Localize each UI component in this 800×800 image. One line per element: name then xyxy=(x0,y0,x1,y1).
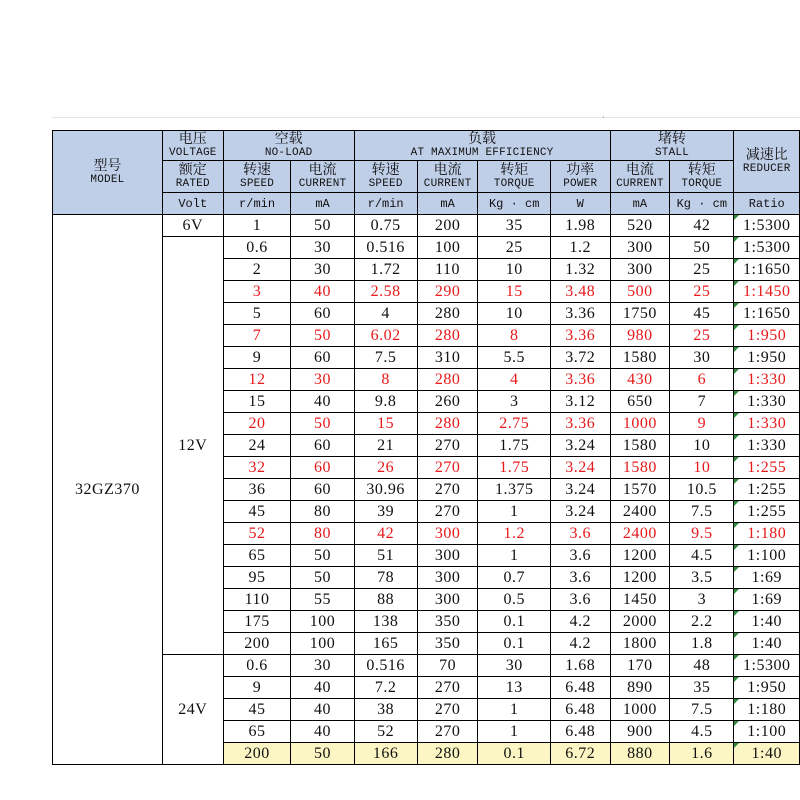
load-speed-cell: 166 xyxy=(354,743,417,765)
reduction-ratio-cell: 1:950 xyxy=(734,677,800,699)
stall-current-cell: 980 xyxy=(610,325,670,347)
load-power-cell: 3.36 xyxy=(550,303,610,325)
noload-current-cell: 40 xyxy=(291,699,354,721)
noload-current-cell: 30 xyxy=(291,237,354,259)
noload-speed-cell: 20 xyxy=(223,413,291,435)
noload-current-cell: 50 xyxy=(291,545,354,567)
current-label-en: CURRENT xyxy=(298,178,347,190)
load-current-cell: 280 xyxy=(417,325,478,347)
load-current-cell: 200 xyxy=(417,215,478,237)
stall-torque-cell: 25 xyxy=(670,325,734,347)
noload-speed-cell: 9 xyxy=(223,677,291,699)
noload-speed-cell: 110 xyxy=(223,589,291,611)
unit-noload-current: mA xyxy=(291,193,354,215)
stall-torque-cell: 50 xyxy=(670,237,734,259)
noload-current-cell: 60 xyxy=(291,347,354,369)
load-current-header xyxy=(417,161,478,193)
torque-label-en: TORQUE xyxy=(493,178,535,190)
reduction-ratio-cell: 1:1450 xyxy=(734,281,800,303)
stall-torque-cell: 2.2 xyxy=(670,611,734,633)
reduction-ratio-cell: 1:180 xyxy=(734,523,800,545)
noload-speed-cell: 200 xyxy=(223,633,291,655)
noload-speed-cell: 32 xyxy=(223,457,291,479)
stall-torque-cell: 7.5 xyxy=(670,501,734,523)
noload-header xyxy=(223,131,354,161)
load-speed-cell: 6.02 xyxy=(354,325,417,347)
reduction-ratio-cell: 1:1650 xyxy=(734,303,800,325)
stall-current-cell: 2400 xyxy=(610,523,670,545)
load-speed-cell: 26 xyxy=(354,457,417,479)
stall-current-header xyxy=(610,161,670,193)
stall-current-cell: 2400 xyxy=(610,501,670,523)
load-power-cell: 3.24 xyxy=(550,457,610,479)
load-speed-cell: 52 xyxy=(354,721,417,743)
noload-current-cell: 40 xyxy=(291,391,354,413)
rated-header xyxy=(162,161,223,193)
load-power-cell: 3.6 xyxy=(550,545,610,567)
stall-torque-cell: 4.5 xyxy=(670,545,734,567)
reduction-ratio-cell: 1:1650 xyxy=(734,259,800,281)
current-label-en: CURRENT xyxy=(423,178,472,190)
load-current-cell: 300 xyxy=(417,545,478,567)
noload-current-cell: 50 xyxy=(291,215,354,237)
reducer-header-en: REDUCER xyxy=(742,163,791,175)
stall-torque-cell: 3.5 xyxy=(670,567,734,589)
unit-load-current: mA xyxy=(417,193,478,215)
reducer-header xyxy=(734,131,800,193)
load-current-cell: 270 xyxy=(417,699,478,721)
load-speed-cell: 88 xyxy=(354,589,417,611)
stall-current-cell: 1750 xyxy=(610,303,670,325)
reduction-ratio-cell: 1:69 xyxy=(734,567,800,589)
noload-speed-cell: 12 xyxy=(223,369,291,391)
load-speed-cell: 30.96 xyxy=(354,479,417,501)
reduction-ratio-cell: 1:330 xyxy=(734,391,800,413)
load-current-cell: 280 xyxy=(417,303,478,325)
reduction-ratio-cell: 1:69 xyxy=(734,589,800,611)
stall-current-cell: 900 xyxy=(610,721,670,743)
voltage-cell: 12V xyxy=(162,237,223,655)
load-speed-cell: 138 xyxy=(354,611,417,633)
unit-ratio: Ratio xyxy=(734,193,800,215)
noload-speed-cell: 0.6 xyxy=(223,237,291,259)
load-current-cell: 270 xyxy=(417,677,478,699)
reduction-ratio-cell: 1:255 xyxy=(734,479,800,501)
voltage-header-en: VOLTAGE xyxy=(168,147,217,159)
load-current-cell: 260 xyxy=(417,391,478,413)
load-torque-cell: 1.375 xyxy=(478,479,550,501)
load-current-cell: 270 xyxy=(417,721,478,743)
load-torque-cell: 10 xyxy=(478,303,550,325)
noload-current-cell: 50 xyxy=(291,413,354,435)
noload-current-cell: 40 xyxy=(291,721,354,743)
noload-speed-cell: 175 xyxy=(223,611,291,633)
noload-current-cell: 80 xyxy=(291,523,354,545)
stall-current-cell: 1200 xyxy=(610,545,670,567)
load-current-cell: 70 xyxy=(417,655,478,677)
reduction-ratio-cell: 1:950 xyxy=(734,325,800,347)
current-label-zh: 电流 xyxy=(433,162,462,178)
power-label-en: POWER xyxy=(563,178,598,190)
load-speed-cell: 42 xyxy=(354,523,417,545)
load-torque-cell: 0.1 xyxy=(478,611,550,633)
stall-torque-cell: 10.5 xyxy=(670,479,734,501)
noload-speed-cell: 36 xyxy=(223,479,291,501)
noload-current-cell: 50 xyxy=(291,567,354,589)
load-current-cell: 270 xyxy=(417,501,478,523)
noload-current-cell: 60 xyxy=(291,303,354,325)
load-torque-cell: 1 xyxy=(478,501,550,523)
model-header xyxy=(53,131,163,215)
load-power-cell: 6.48 xyxy=(550,677,610,699)
reduction-ratio-cell: 1:330 xyxy=(734,369,800,391)
noload-current-cell: 50 xyxy=(291,325,354,347)
load-speed-cell: 21 xyxy=(354,435,417,457)
load-torque-header xyxy=(478,161,550,193)
noload-current-cell: 30 xyxy=(291,655,354,677)
load-speed-cell: 1.72 xyxy=(354,259,417,281)
stall-header xyxy=(610,131,734,161)
stall-current-cell: 1450 xyxy=(610,589,670,611)
noload-current-cell: 80 xyxy=(291,501,354,523)
load-current-cell: 270 xyxy=(417,479,478,501)
load-power-cell: 3.24 xyxy=(550,501,610,523)
load-power-cell: 3.6 xyxy=(550,589,610,611)
load-torque-cell: 1 xyxy=(478,545,550,567)
load-speed-cell: 0.516 xyxy=(354,237,417,259)
noload-current-header xyxy=(291,161,354,193)
speed-label-zh: 转速 xyxy=(371,162,400,178)
torque-label-zh: 转矩 xyxy=(687,162,716,178)
load-torque-cell: 25 xyxy=(478,237,550,259)
noload-current-cell: 55 xyxy=(291,589,354,611)
load-torque-cell: 0.5 xyxy=(478,589,550,611)
load-torque-cell: 0.1 xyxy=(478,743,550,765)
reduction-ratio-cell: 1:100 xyxy=(734,545,800,567)
speed-label-zh: 转速 xyxy=(243,162,272,178)
load-power-cell: 1.98 xyxy=(550,215,610,237)
reduction-ratio-cell: 1:100 xyxy=(734,721,800,743)
noload-current-cell: 50 xyxy=(291,743,354,765)
load-speed-cell: 15 xyxy=(354,413,417,435)
noload-current-cell: 60 xyxy=(291,457,354,479)
unit-volt: Volt xyxy=(162,193,223,215)
stall-current-cell: 300 xyxy=(610,259,670,281)
stall-current-cell: 430 xyxy=(610,369,670,391)
load-power-cell: 6.72 xyxy=(550,743,610,765)
stall-current-cell: 880 xyxy=(610,743,670,765)
stall-torque-cell: 1.8 xyxy=(670,633,734,655)
load-power-header xyxy=(550,161,610,193)
stall-torque-cell: 35 xyxy=(670,677,734,699)
stall-torque-cell: 30 xyxy=(670,347,734,369)
load-current-cell: 350 xyxy=(417,611,478,633)
stall-current-cell: 1800 xyxy=(610,633,670,655)
voltage-header-zh: 电压 xyxy=(178,131,207,147)
load-power-cell: 3.36 xyxy=(550,413,610,435)
noload-speed-cell: 1 xyxy=(223,215,291,237)
load-speed-cell: 4 xyxy=(354,303,417,325)
load-torque-cell: 1.2 xyxy=(478,523,550,545)
stall-current-cell: 650 xyxy=(610,391,670,413)
load-torque-cell: 1.75 xyxy=(478,457,550,479)
load-current-cell: 350 xyxy=(417,633,478,655)
load-torque-cell: 15 xyxy=(478,281,550,303)
load-power-cell: 3.12 xyxy=(550,391,610,413)
load-current-cell: 270 xyxy=(417,435,478,457)
torque-label-en: TORQUE xyxy=(681,178,723,190)
stall-current-cell: 170 xyxy=(610,655,670,677)
load-torque-cell: 8 xyxy=(478,325,550,347)
reduction-ratio-cell: 1:255 xyxy=(734,501,800,523)
rated-header-zh: 额定 xyxy=(178,162,207,178)
header-row-1 xyxy=(53,131,800,161)
load-speed-cell: 7.5 xyxy=(354,347,417,369)
noload-header-en: NO-LOAD xyxy=(264,147,313,159)
load-torque-cell: 0.1 xyxy=(478,633,550,655)
model-cell: 32GZ370 xyxy=(53,215,163,765)
voltage-cell: 6V xyxy=(162,215,223,237)
stall-torque-cell: 42 xyxy=(670,215,734,237)
load-speed-cell: 78 xyxy=(354,567,417,589)
load-speed-cell: 8 xyxy=(354,369,417,391)
stall-torque-cell: 48 xyxy=(670,655,734,677)
noload-speed-cell: 9 xyxy=(223,347,291,369)
load-torque-cell: 13 xyxy=(478,677,550,699)
load-current-cell: 280 xyxy=(417,369,478,391)
load-current-cell: 300 xyxy=(417,523,478,545)
stall-current-cell: 1570 xyxy=(610,479,670,501)
speed-label-en: SPEED xyxy=(240,178,275,190)
load-speed-cell: 9.8 xyxy=(354,391,417,413)
noload-current-cell: 100 xyxy=(291,611,354,633)
stall-torque-cell: 7.5 xyxy=(670,699,734,721)
header-row-2 xyxy=(53,161,800,193)
reduction-ratio-cell: 1:330 xyxy=(734,413,800,435)
load-power-cell: 3.72 xyxy=(550,347,610,369)
stall-torque-cell: 4.5 xyxy=(670,721,734,743)
load-torque-cell: 5.5 xyxy=(478,347,550,369)
stall-header-en: STALL xyxy=(655,147,690,159)
load-power-cell: 3.48 xyxy=(550,281,610,303)
load-power-cell: 1.32 xyxy=(550,259,610,281)
noload-speed-cell: 45 xyxy=(223,699,291,721)
noload-current-cell: 40 xyxy=(291,281,354,303)
load-power-cell: 1.68 xyxy=(550,655,610,677)
noload-header-zh: 空载 xyxy=(274,131,303,147)
stall-torque-cell: 3 xyxy=(670,589,734,611)
load-torque-cell: 4 xyxy=(478,369,550,391)
model-header-en: MODEL xyxy=(90,174,125,186)
load-torque-cell: 1 xyxy=(478,699,550,721)
noload-speed-cell: 5 xyxy=(223,303,291,325)
load-header xyxy=(354,131,610,161)
load-current-cell: 300 xyxy=(417,567,478,589)
stall-current-cell: 2000 xyxy=(610,611,670,633)
reduction-ratio-cell: 1:255 xyxy=(734,457,800,479)
load-torque-cell: 1 xyxy=(478,721,550,743)
unit-load-torque: Kg · cm xyxy=(478,193,550,215)
noload-speed-cell: 24 xyxy=(223,435,291,457)
stall-current-cell: 1580 xyxy=(610,347,670,369)
load-power-cell: 1.2 xyxy=(550,237,610,259)
voltage-header xyxy=(162,131,223,161)
unit-stall-torque: Kg · cm xyxy=(670,193,734,215)
load-header-zh: 负载 xyxy=(468,131,497,147)
reduction-ratio-cell: 1:330 xyxy=(734,435,800,457)
load-power-cell: 4.2 xyxy=(550,611,610,633)
noload-speed-cell: 200 xyxy=(223,743,291,765)
noload-current-cell: 30 xyxy=(291,259,354,281)
load-current-cell: 290 xyxy=(417,281,478,303)
load-torque-cell: 30 xyxy=(478,655,550,677)
noload-speed-cell: 45 xyxy=(223,501,291,523)
load-torque-cell: 3 xyxy=(478,391,550,413)
model-header-zh: 型号 xyxy=(93,158,122,174)
stall-current-cell: 1000 xyxy=(610,413,670,435)
reduction-ratio-cell: 1:180 xyxy=(734,699,800,721)
unit-stall-current: mA xyxy=(610,193,670,215)
noload-speed-cell: 7 xyxy=(223,325,291,347)
load-torque-cell: 10 xyxy=(478,259,550,281)
load-speed-cell: 2.58 xyxy=(354,281,417,303)
stall-torque-cell: 25 xyxy=(670,281,734,303)
load-current-cell: 110 xyxy=(417,259,478,281)
stall-current-cell: 890 xyxy=(610,677,670,699)
reduction-ratio-cell: 1:5300 xyxy=(734,655,800,677)
current-label-en: CURRENT xyxy=(616,178,664,190)
torque-label-zh: 转矩 xyxy=(500,162,529,178)
stall-torque-cell: 9 xyxy=(670,413,734,435)
stall-torque-cell: 7 xyxy=(670,391,734,413)
motor-spec-table xyxy=(52,130,800,765)
unit-load-speed: r/min xyxy=(354,193,417,215)
noload-speed-cell: 52 xyxy=(223,523,291,545)
load-header-en: AT MAXIMUM EFFICIENCY xyxy=(410,147,554,159)
reduction-ratio-cell: 1:40 xyxy=(734,633,800,655)
load-speed-cell: 0.516 xyxy=(354,655,417,677)
stall-torque-cell: 10 xyxy=(670,435,734,457)
load-current-cell: 310 xyxy=(417,347,478,369)
load-speed-cell: 51 xyxy=(354,545,417,567)
reduction-ratio-cell: 1:40 xyxy=(734,611,800,633)
reducer-header-zh: 减速比 xyxy=(745,147,788,163)
unit-noload-speed: r/min xyxy=(223,193,291,215)
load-torque-cell: 35 xyxy=(478,215,550,237)
noload-speed-cell: 15 xyxy=(223,391,291,413)
reduction-ratio-cell: 1:5300 xyxy=(734,237,800,259)
speed-label-en: SPEED xyxy=(368,178,403,190)
header-units-row xyxy=(53,193,800,215)
load-power-cell: 3.36 xyxy=(550,369,610,391)
power-label-zh: 功率 xyxy=(566,162,595,178)
stall-torque-cell: 45 xyxy=(670,303,734,325)
load-torque-cell: 2.75 xyxy=(478,413,550,435)
current-label-zh: 电流 xyxy=(308,162,337,178)
load-power-cell: 3.6 xyxy=(550,567,610,589)
unit-load-power: W xyxy=(550,193,610,215)
stall-torque-cell: 10 xyxy=(670,457,734,479)
reduction-ratio-cell: 1:950 xyxy=(734,347,800,369)
load-speed-cell: 0.75 xyxy=(354,215,417,237)
table-row xyxy=(53,655,800,677)
noload-current-cell: 60 xyxy=(291,435,354,457)
load-power-cell: 4.2 xyxy=(550,633,610,655)
load-power-cell: 6.48 xyxy=(550,699,610,721)
load-power-cell: 3.24 xyxy=(550,435,610,457)
stall-header-zh: 堵转 xyxy=(658,131,687,147)
load-current-cell: 300 xyxy=(417,589,478,611)
stall-torque-cell: 1.6 xyxy=(670,743,734,765)
load-current-cell: 280 xyxy=(417,743,478,765)
stall-current-cell: 520 xyxy=(610,215,670,237)
noload-speed-cell: 0.6 xyxy=(223,655,291,677)
load-speed-cell: 165 xyxy=(354,633,417,655)
noload-speed-header xyxy=(223,161,291,193)
stall-torque-cell: 9.5 xyxy=(670,523,734,545)
load-torque-cell: 0.7 xyxy=(478,567,550,589)
load-speed-cell: 38 xyxy=(354,699,417,721)
load-speed-cell: 7.2 xyxy=(354,677,417,699)
stall-torque-cell: 6 xyxy=(670,369,734,391)
noload-current-cell: 30 xyxy=(291,369,354,391)
noload-speed-cell: 3 xyxy=(223,281,291,303)
stall-torque-cell: 25 xyxy=(670,259,734,281)
stall-current-cell: 1580 xyxy=(610,457,670,479)
noload-current-cell: 100 xyxy=(291,633,354,655)
stall-current-cell: 1200 xyxy=(610,567,670,589)
noload-speed-cell: 95 xyxy=(223,567,291,589)
stall-torque-header xyxy=(670,161,734,193)
stall-current-cell: 300 xyxy=(610,237,670,259)
reduction-ratio-cell: 1:5300 xyxy=(734,215,800,237)
stall-current-cell: 500 xyxy=(610,281,670,303)
load-current-cell: 100 xyxy=(417,237,478,259)
table-row xyxy=(53,237,800,259)
rated-header-en: RATED xyxy=(175,178,210,190)
noload-current-cell: 40 xyxy=(291,677,354,699)
reduction-ratio-cell: 1:40 xyxy=(734,743,800,765)
load-power-cell: 3.24 xyxy=(550,479,610,501)
noload-speed-cell: 65 xyxy=(223,721,291,743)
stall-current-cell: 1580 xyxy=(610,435,670,457)
load-power-cell: 3.36 xyxy=(550,325,610,347)
load-power-cell: 3.6 xyxy=(550,523,610,545)
voltage-cell: 24V xyxy=(162,655,223,765)
load-power-cell: 6.48 xyxy=(550,721,610,743)
load-speed-header xyxy=(354,161,417,193)
noload-speed-cell: 65 xyxy=(223,545,291,567)
current-label-zh: 电流 xyxy=(625,162,654,178)
top-divider xyxy=(52,117,800,118)
noload-current-cell: 60 xyxy=(291,479,354,501)
table-row xyxy=(53,215,800,237)
load-torque-cell: 1.75 xyxy=(478,435,550,457)
stray-mark: · xyxy=(602,113,605,122)
load-speed-cell: 39 xyxy=(354,501,417,523)
stall-current-cell: 1000 xyxy=(610,699,670,721)
load-current-cell: 280 xyxy=(417,413,478,435)
load-current-cell: 270 xyxy=(417,457,478,479)
noload-speed-cell: 2 xyxy=(223,259,291,281)
